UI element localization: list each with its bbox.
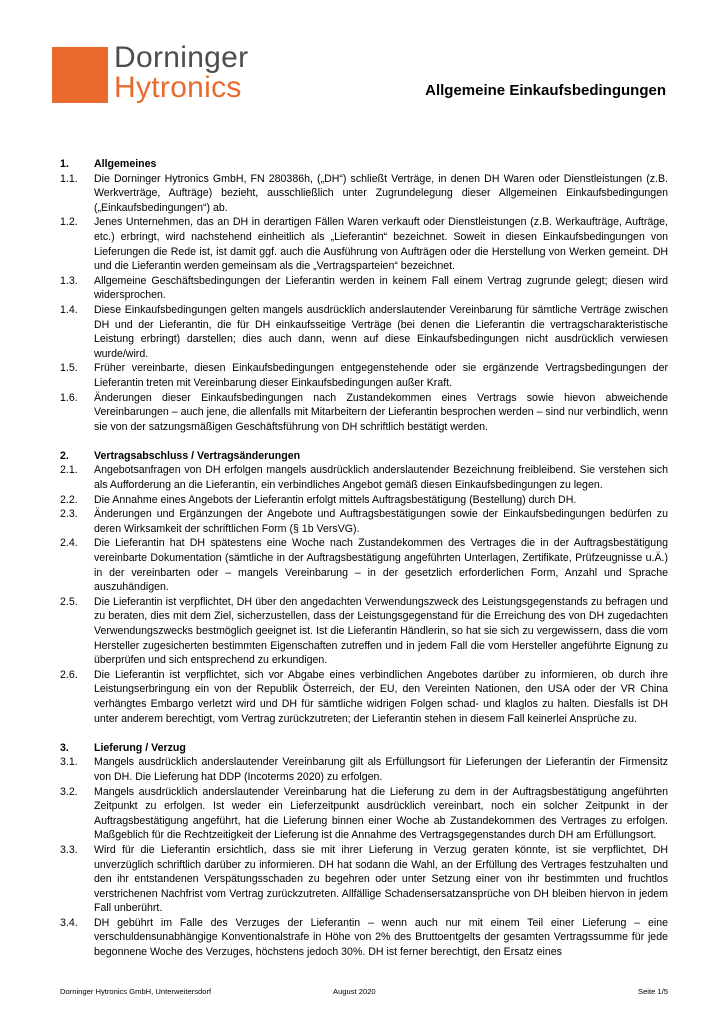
clause-number: 1.4. — [60, 303, 78, 316]
clause-number: 2.3. — [60, 508, 78, 521]
clause-number: 1.5. — [60, 362, 78, 375]
clause-text: DH gebührt im Falle des Verzuges der Lieferantin – wenn auch nur mit einem Teil einer Lieferung – eine verschuldensunabhängige Konventionalstrafe in Höhe von 2% des Bruttoentgelts der gesamten Vertragssumme für jede begonnene Woche des Verzuges, höchstens jedoch 30%. DH ist ferner berechtigt, den Ersatz eines — [94, 916, 668, 959]
section — [60, 449, 668, 726]
clause — [60, 536, 668, 594]
clause-text: Diese Einkaufsbedingungen gelten mangels ausdrücklich anderslautender Vereinbarung für sämtliche Verträge zwischen DH und der Lieferantin, die für DH einkaufsseitige Verträge (bei denen die Lieferantin die vertragscharakteristische Leistung erbringt) darstellen; dies auch dann, wenn auf diese Einkaufsbedingungen nicht ausdrücklich verwiesen wurde/wird. — [94, 303, 668, 360]
document-body — [60, 157, 668, 974]
section-number: 1. — [60, 158, 69, 170]
footer-company: Dorninger Hytronics GmbH, Unterweitersdorf — [60, 987, 212, 996]
clause-text: Mangels ausdrücklich anderslautender Vereinbarung gilt als Erfüllungsort für Lieferungen der Lieferantin der Firmensitz von DH. Die Lieferung hat DDP (Incoterms 2020) zu erfolgen. — [94, 756, 668, 783]
clause — [60, 493, 668, 508]
logo-text-line2: Hytronics — [114, 71, 242, 104]
footer-date: August 2020 — [333, 987, 376, 996]
clause-number: 3.4. — [60, 916, 78, 929]
clause-number: 1.1. — [60, 172, 78, 185]
section — [60, 741, 668, 960]
clause — [60, 463, 668, 492]
page-footer — [60, 985, 668, 999]
clause-number: 2.6. — [60, 668, 78, 681]
clause-number: 1.6. — [60, 391, 78, 404]
clause — [60, 303, 668, 361]
clause — [60, 785, 668, 843]
document-title: Allgemeine Einkaufsbedingungen — [425, 82, 666, 99]
footer-page-number: Seite 1/5 — [638, 987, 668, 996]
clause-number: 3.3. — [60, 843, 78, 856]
clause-number: 2.5. — [60, 595, 78, 608]
clause — [60, 274, 668, 303]
section-number: 2. — [60, 449, 69, 462]
clause — [60, 391, 668, 435]
clause — [60, 843, 668, 916]
section-number: 3. — [60, 741, 69, 754]
clause — [60, 916, 668, 960]
section-title: Vertragsabschluss / Vertragsänderungen — [94, 449, 301, 462]
company-logo — [52, 41, 292, 104]
clause — [60, 595, 668, 668]
logo-text-line1: Dorninger — [114, 41, 249, 74]
clause-text: Wird für die Lieferantin ersichtlich, dass sie mit ihrer Lieferung in Verzug geraten könnte, ist sie verpflichtet, DH unverzüglich schriftlich darüber zu informieren. DH hat sodann die Wahl, an der Erfüllung des Vertrages festzuhalten und den ihr entstandenen Verspätungsschaden zu begehren oder unter Setzung einer von ihr bestimmten und fruchtlos verstrichenen Nachfrist vom Vertrag zurückzutreten. Allfällige Schadensersatzansprüche von DH bleiben hiervon in jedem Fall unberührt. — [94, 843, 668, 915]
clause-text: Jenes Unternehmen, das an DH in derartigen Fällen Waren verkauft oder Dienstleistungen (z.B. Werkaufträge, Aufträge, etc.) erbringt, wird nachstehend einheitlich als „Lieferantin“ bezeichnet. Soweit in diesen Einkaufsbedingungen von Lieferungen die Rede ist, ist damit ggf. auch die Ausführung von Aufträgen oder die Herstellung von Werken gemeint. DH und die Lieferantin werden gemeinsam als die „Vertragsparteien“ bezeichnet. — [94, 216, 668, 273]
clause-text: Änderungen und Ergänzungen der Angebote und Auftragsbestätigungen sowie der Einkaufsbedingungen bedürfen zu deren Wirksamkeit der schriftlichen Form (§ 1b VersVG). — [94, 508, 668, 535]
clause-text: Die Lieferantin ist verpflichtet, DH über den angedachten Verwendungszweck des Leistungsgegenstands zu befragen und zu beraten, dies mit dem Ziel, sicherzustellen, dass der Leistungsgegenstand für die Erreichung des von DH zugedachten Verwendungszwecks bestmöglich geeignet ist. Ist die Lieferantin Händlerin, so hat sie sich zu vergewissern, dass die vom Hersteller zugesicherten bestimmten Eigenschaften zutreffen und in jedem Fall die vom Hersteller angeführte Eignung zu überprüfen und sich entsprechend zu erkundigen. — [94, 595, 668, 667]
clause-text: Änderungen dieser Einkaufsbedingungen nach Zustandekommen eines Vertrags sowie hievon abweichende Vereinbarungen – auch jene, die allenfalls mit Mitarbeitern der Lieferantin besprochen werden – sind nur verbindlich, wenn sie von der satzungsmäßigen Geschäftsführung von DH schriftlich bestätigt werden. — [94, 391, 668, 433]
section-heading — [60, 449, 668, 464]
clause-text: Allgemeine Geschäftsbedingungen der Lieferantin werden in keinem Fall einem Vertrag zugrunde gelegt; diesen wird widersprochen. — [94, 274, 668, 302]
clause-number: 2.2. — [60, 493, 78, 506]
clause-text: Angebotsanfragen von DH erfolgen mangels ausdrücklich anderslautender Bezeichnung freibleibend. Sie verstehen sich als Aufforderung an die Lieferantin, ein verbindliches Angebot gemäß diesen Einkaufsbedingungen zu legen. — [94, 464, 668, 492]
clause — [60, 507, 668, 536]
clause-text: Die Lieferantin ist verpflichtet, sich vor Abgabe eines verbindlichen Angebotes darüber zu informieren, ob durch ihre Leistungserbringung ein von der Republik Österreich, der EU, den Vereinten Nationen, den USA oder der VR China verhängtes Embargo verletzt wird und DH für sämtliche widrigen Folgen schad- und klaglos zu halten. Diesfalls ist DH unter anderem berechtigt, vom Vertrag zurückzutreten; der Lieferantin stehen in diesem Fall keinerlei Ansprüche zu. — [94, 668, 668, 725]
clause-number: 3.1. — [60, 756, 78, 769]
section-heading — [60, 157, 668, 172]
clause-number: 1.2. — [60, 216, 78, 229]
section-title: Allgemeines — [94, 158, 157, 170]
clause — [60, 172, 668, 216]
logo-square — [52, 47, 108, 103]
clause-number: 1.3. — [60, 274, 78, 287]
clause — [60, 755, 668, 784]
clause-text: Früher vereinbarte, diesen Einkaufsbedingungen entgegenstehende oder sie ergänzende Vertragsbedingungen der Lieferantin treten mit Vereinbarung dieser Einkaufsbedingungen außer Kraft. — [94, 362, 668, 389]
clause-text: Mangels ausdrücklich anderslautender Vereinbarung hat die Lieferung zu dem in der Auftragsbestätigung angeführten Zeitpunkt zu erfolgen. Ist weder ein Lieferzeitpunkt ausdrücklich vereinbart, noch ein solcher Zeitpunkt in der Auftragsbestätigung angeführt, hat die Lieferung binnen einer Woche ab Zustandekommen des Vertrages zu erfolgen. Maßgeblich für die Rechtzeitigkeit der Lieferung ist die Annahme des Vertragsgegenstandes durch DH am Erfüllungsort. — [94, 785, 668, 842]
clause-text: Die Dorninger Hytronics GmbH, FN 280386h, („DH“) schließt Verträge, in denen DH Waren oder Dienstleistungen (z.B. Werkverträge, Aufträge) bezieht, ausschließlich unter Zugrundelegung dieser Allgemeinen Einkaufsbedingungen („Einkaufsbedingungen“) ab. — [94, 172, 668, 214]
clause-number: 3.2. — [60, 785, 78, 798]
clause — [60, 668, 668, 726]
clause-text: Die Annahme eines Angebots der Lieferantin erfolgt mittels Auftragsbestätigung (Bestellung) durch DH. — [94, 493, 577, 506]
clause-number: 2.4. — [60, 537, 78, 550]
section — [60, 157, 668, 434]
section-heading — [60, 741, 668, 756]
section-title: Lieferung / Verzug — [94, 741, 186, 754]
clause-text: Die Lieferantin hat DH spätestens eine Woche nach Zustandekommen des Vertrages die in der Auftragsbestätigung vereinbarte Dokumentation (sämtliche in der Auftragsbestätigung angeführten Unterlagen, Zertifikate, Prüfzeugnisse u.Ä.) in der vereinbarten oder – mangels Vereinbarung – in der gesetzlich erforderlichen Form, Anzahl und Sprache auszuhändigen. — [94, 537, 668, 594]
clause — [60, 361, 668, 390]
clause — [60, 215, 668, 273]
clause-number: 2.1. — [60, 464, 78, 477]
